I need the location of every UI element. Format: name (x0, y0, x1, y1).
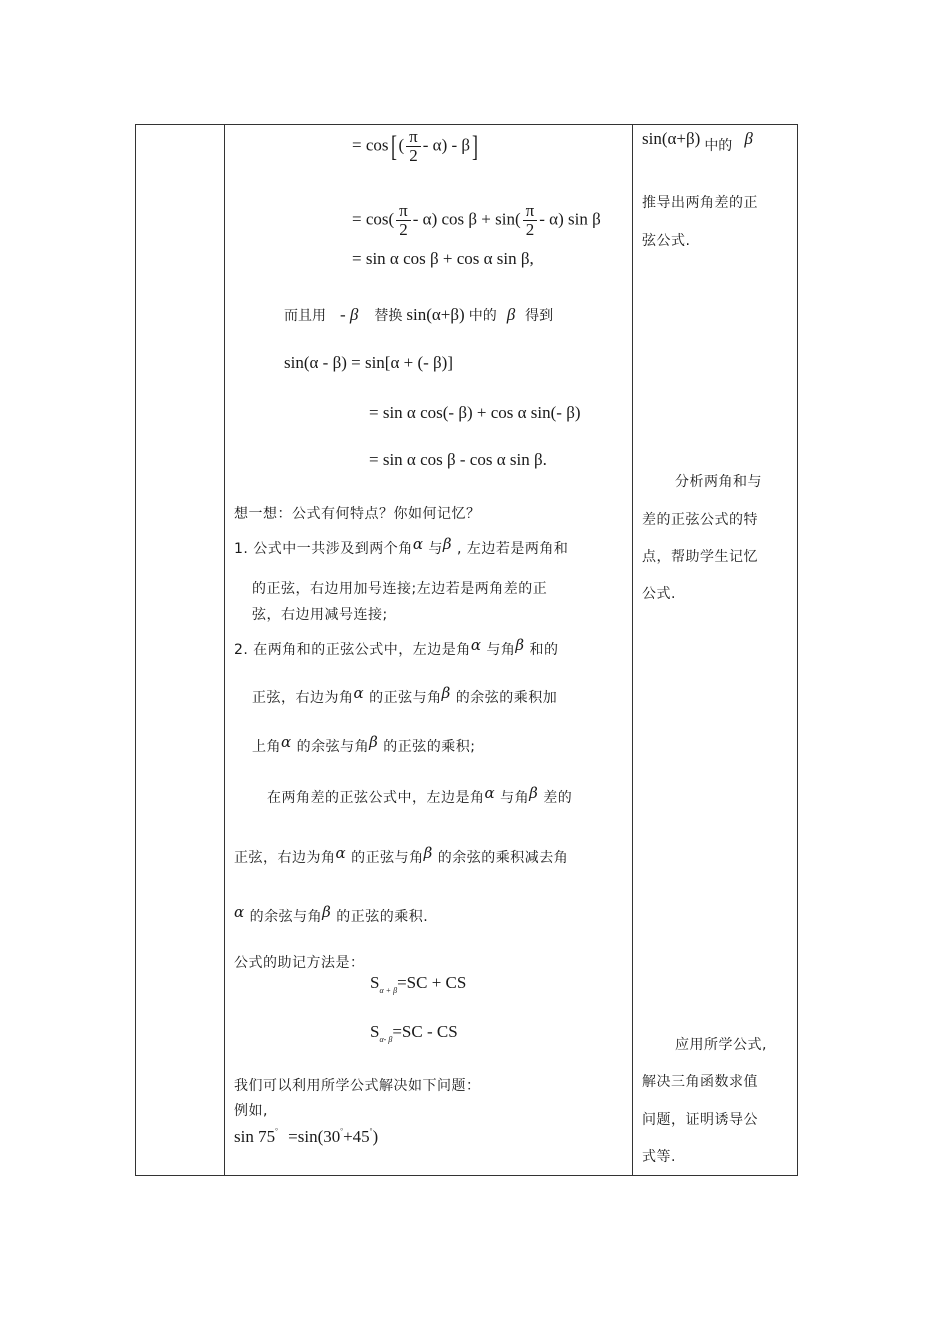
point-3-line-3: α 的余弦与角β 的正弦的乘积. (234, 903, 429, 925)
table-col-divider-2 (632, 124, 633, 1176)
mnemonic-formula-sum: $S_{\alpha + \beta}=SC$ + CS (370, 973, 467, 995)
formula-line-5: = sin α cos(- β) + cos α sin(- β) (369, 403, 581, 422)
formula-line-1: = cos[ ( $\frac{\pi}{2}$ - α) - β] (352, 127, 479, 165)
side-note-3-line-3: 问题，证明诱导公 (642, 1112, 758, 1128)
side-note-1-line-2: 推导出两角差的正 (642, 195, 758, 211)
mnemonic-title: 公式的助记方法是： (234, 955, 365, 971)
point-2-line-2: 正弦，右边为角α 的正弦与角β 的余弦的乘积加 (252, 684, 558, 706)
point-1-line-3: 弦，右边用减号连接; (252, 607, 388, 623)
point-2-line-1: 2. 在两角和的正弦公式中，左边是角α 与角β 和的 (234, 636, 559, 658)
side-note-2-line-2: 差的正弦公式的特 (642, 512, 758, 528)
side-note-2-line-4: 公式. (642, 586, 676, 602)
table-bottom-border (135, 1175, 798, 1176)
side-note-3-line-2: 解决三角函数求值 (642, 1074, 758, 1090)
table-right-border (797, 124, 798, 1176)
table-col-divider-1 (224, 124, 225, 1176)
mnemonic-formula-diff: $S_{\alpha- \beta}=SC$ - CS (370, 1022, 458, 1044)
example-formula: sin 75° =sin(30°+45°) (234, 1127, 379, 1146)
side-note-1-line-3: 弦公式. (642, 233, 691, 249)
point-3-line-2: 正弦，右边为角α 的正弦与角β 的余弦的乘积减去角 (234, 844, 569, 866)
point-1-line-2: 的正弦，右边用加号连接;左边若是两角差的正 (252, 581, 548, 597)
point-1-line-1: 1. 公式中一共涉及到两个角α 与β , 左边若是两角和 (234, 535, 569, 557)
side-note-2-line-3: 点，帮助学生记忆 (642, 549, 758, 565)
apply-title: 我们可以利用所学公式解决如下问题： (234, 1078, 481, 1094)
side-note-2-line-1: 分析两角和与 (675, 474, 762, 490)
side-note-3-line-1: 应用所学公式, (675, 1037, 767, 1053)
table-top-border (135, 124, 798, 125)
example-label: 例如, (234, 1103, 268, 1119)
formula-line-3: = sin α cos β + cos α sin β, (352, 249, 534, 268)
formula-line-4: sin(α - β) = sin[α + (- β)] (284, 353, 454, 372)
point-3-line-1: 在两角差的正弦公式中，左边是角α 与角β 差的 (267, 784, 573, 806)
formula-line-2: = cos( $\frac{\pi}{2}$ - α) cos β + sin( $\frac{\pi}{2}$ - α) sin β (352, 201, 601, 239)
formula-line-6: = sin α cos β - cos α sin β. (369, 450, 547, 469)
side-note-1-line-1: sin(α+β) 中的 β (642, 129, 753, 154)
point-2-line-3: 上角α 的余弦与角β 的正弦的乘积; (252, 733, 476, 755)
replace-sentence: 而且用 - β 替换 sin(α+β) 中的 β 得到 (284, 305, 554, 324)
side-note-3-line-4: 式等. (642, 1149, 676, 1165)
table-left-border (135, 124, 136, 1176)
think-title: 想一想：公式有何特点？你如何记忆？ (234, 506, 481, 522)
